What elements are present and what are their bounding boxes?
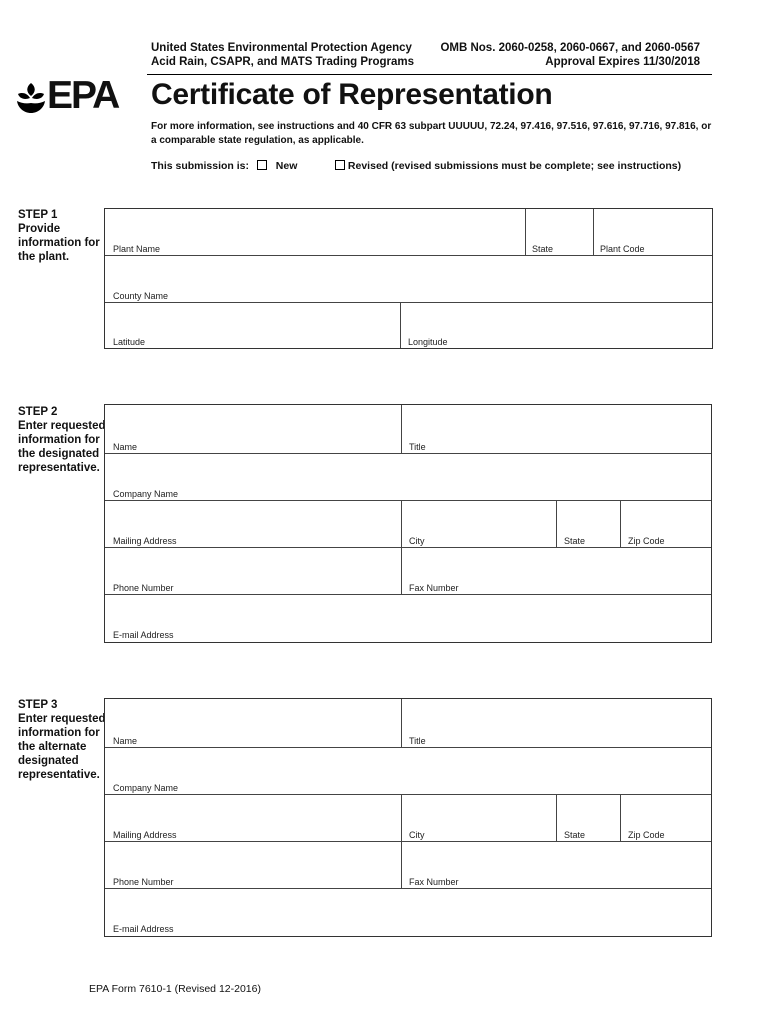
revised-checkbox[interactable] bbox=[335, 160, 345, 170]
step1-plant-grid bbox=[104, 208, 713, 349]
adr-zip-code-label: Zip Code bbox=[628, 830, 665, 840]
adr-title-field[interactable] bbox=[402, 699, 711, 747]
epa-flower-icon bbox=[16, 81, 46, 115]
plant-code-label: Plant Code bbox=[600, 244, 645, 254]
step3-alternate-grid bbox=[104, 698, 712, 937]
adr-city-field[interactable] bbox=[402, 795, 556, 841]
dr-title-field[interactable] bbox=[402, 405, 711, 453]
approval-expiration: Approval Expires 11/30/2018 bbox=[545, 56, 700, 68]
epa-logo bbox=[16, 74, 120, 117]
adr-name-field[interactable] bbox=[105, 699, 401, 747]
county-name-field[interactable] bbox=[105, 256, 712, 302]
latitude-label: Latitude bbox=[113, 337, 146, 347]
form-footer: EPA Form 7610-1 (Revised 12-2016) bbox=[89, 983, 261, 995]
dr-company-name-label: Company Name bbox=[113, 489, 179, 499]
dr-phone-number-label: Phone Number bbox=[113, 583, 174, 593]
dr-zip-code-label: Zip Code bbox=[628, 536, 665, 546]
adr-mailing-address-label: Mailing Address bbox=[113, 830, 177, 840]
submission-label: This submission is: bbox=[151, 160, 250, 172]
dr-name-label: Name bbox=[113, 442, 138, 452]
revised-label: Revised (revised submissions must be complete; see instructions) bbox=[347, 160, 682, 172]
adr-state-label: State bbox=[564, 830, 586, 840]
epa-wordmark: EPA bbox=[47, 74, 119, 117]
adr-phone-number-label: Phone Number bbox=[113, 877, 174, 887]
plant-name-label: Plant Name bbox=[113, 244, 161, 254]
step2-representative-grid bbox=[104, 404, 712, 643]
latitude-field[interactable] bbox=[105, 303, 400, 348]
page-title: Certificate of Representation bbox=[151, 78, 553, 111]
dr-city-label: City bbox=[409, 536, 425, 546]
dr-city-field[interactable] bbox=[402, 501, 556, 547]
revised-option[interactable] bbox=[335, 160, 681, 172]
omb-numbers: OMB Nos. 2060-0258, 2060-0667, and 2060-0567 bbox=[440, 42, 700, 54]
dr-name-field[interactable] bbox=[105, 405, 401, 453]
step1-label: STEP 1 Provide information for the plant. bbox=[18, 209, 100, 263]
adr-email-address-field[interactable] bbox=[105, 889, 711, 936]
new-option[interactable] bbox=[257, 160, 297, 172]
dr-mailing-address-label: Mailing Address bbox=[113, 536, 177, 546]
header-rule bbox=[147, 74, 712, 75]
step2-label: STEP 2 Enter requested information for the designated representative. bbox=[18, 406, 106, 474]
dr-company-name-field[interactable] bbox=[105, 454, 711, 500]
dr-fax-number-label: Fax Number bbox=[409, 583, 459, 593]
adr-title-label: Title bbox=[409, 736, 426, 746]
adr-email-address-label: E-mail Address bbox=[113, 924, 174, 934]
new-checkbox[interactable] bbox=[257, 160, 267, 170]
agency-line-2: Acid Rain, CSAPR, and MATS Trading Programs bbox=[151, 56, 415, 68]
longitude-label: Longitude bbox=[408, 337, 448, 347]
dr-state-label: State bbox=[564, 536, 586, 546]
dr-email-address-field[interactable] bbox=[105, 595, 711, 642]
step3-label: STEP 3 Enter requested information for the alternate designated representative. bbox=[18, 699, 106, 781]
adr-company-name-label: Company Name bbox=[113, 783, 179, 793]
adr-company-name-field[interactable] bbox=[105, 748, 711, 794]
adr-name-label: Name bbox=[113, 736, 138, 746]
new-label: New bbox=[275, 160, 298, 172]
adr-fax-number-label: Fax Number bbox=[409, 877, 459, 887]
info-text: For more information, see instructions and 40 CFR 63 subpart UUUUU, 72.24, 97.416, 97.516, 97.616, 97.716, 97.816, or a comparable state regulation, as applicable. bbox=[151, 121, 712, 146]
plant-state-label: State bbox=[532, 244, 554, 254]
county-name-label: County Name bbox=[113, 291, 169, 301]
adr-city-label: City bbox=[409, 830, 425, 840]
dr-title-label: Title bbox=[409, 442, 426, 452]
agency-line-1: United States Environmental Protection Agency bbox=[151, 42, 412, 54]
dr-email-address-label: E-mail Address bbox=[113, 630, 174, 640]
longitude-field[interactable] bbox=[401, 303, 712, 348]
plant-name-field[interactable] bbox=[105, 209, 525, 255]
